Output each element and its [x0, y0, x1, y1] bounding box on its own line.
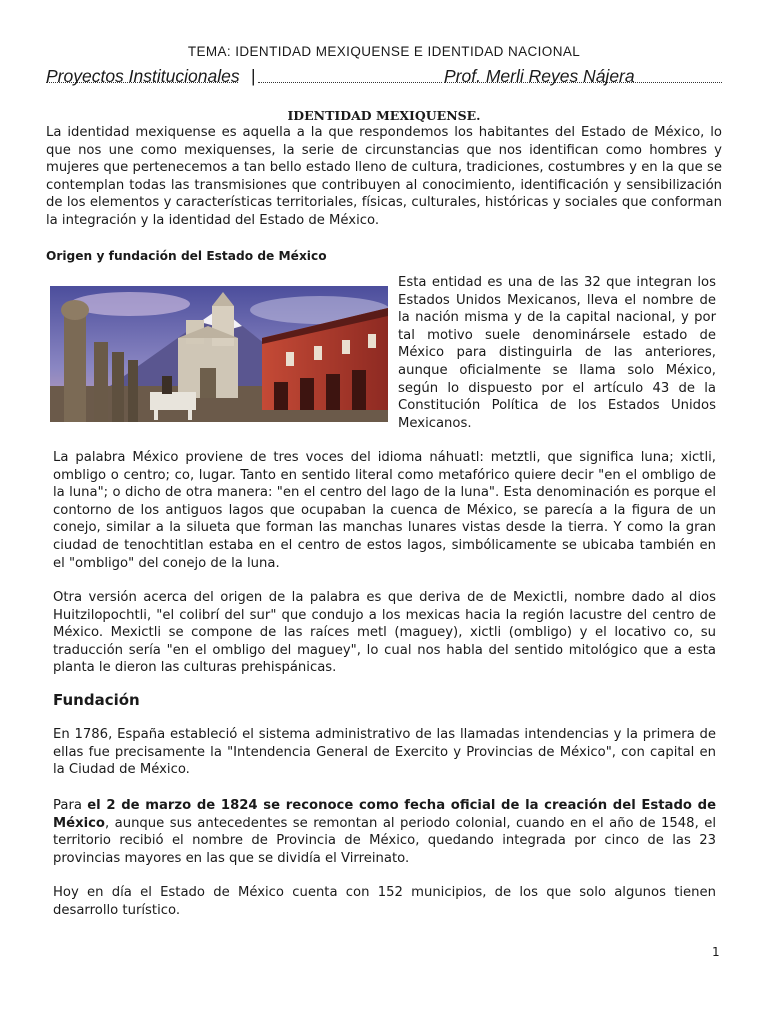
document-title: IDENTIDAD MEXIQUENSE.: [287, 108, 481, 123]
body-paragraph: Otra versión acerca del origen de la palabra es que deriva de de Mexictli, nombre dado al dios Huitzilopochtli, "el colibrí del sur" que condujo a los mexicas hacia la región lacustre del centro de México. Mexictli se compone de las raíces metl (maguey), xictli (ombligo) y el locativo co, su traducción sería "en el ombligo del maguey", lo cual nos habla del sentido mitológico que a esta planta le dieron las culturas prehispánicas.: [53, 590, 716, 676]
body-paragraph: En 1786, España estableció el sistema administrativo de las llamadas intendencias y la primera de ellas fue precisamente la "Intendencia General de Exercito y Provincias de México", con capital en la Ciudad de México.: [53, 727, 716, 778]
header-dotted-line: [258, 82, 442, 83]
header-separator: |: [251, 66, 256, 86]
header-line: [46, 66, 722, 88]
bold-date-statement: el 2 de marzo de 1824 se reconoce como fecha oficial de la creación del Estado de México: [53, 798, 717, 831]
document-topic: TEMA: IDENTIDAD MEXIQUENSE E IDENTIDAD NACIONAL: [187, 44, 581, 59]
body-paragraph-fecha: [53, 797, 716, 867]
page-number: 1: [712, 945, 720, 959]
section-heading-fundacion: Fundación: [53, 691, 140, 709]
collage-photo-icon: [50, 286, 388, 422]
aside-paragraph: Esta entidad es una de las 32 que integran los Estados Unidos Mexicanos, lleva el nombre de la nación misma y de la capital nacional, y por tal motivo suele denominársele estado de México para distinguirla de las anteriores, aunque oficialmente se llama solo México, según lo dispuesto por el artículo 43 de la Constitución Política de los Estados Unidos Mexicanos.: [398, 275, 716, 431]
body-paragraph: La palabra México proviene de tres voces del idioma náhuatl: metztli, que significa luna; xictli, ombligo o centro; co, lugar. Tanto en sentido literal como metafórico quiere decir "en el ombligo de la luna"; o dicho de otra manera: "en el centro del lago de la luna". Esta denominación es porque el contorno de los antiguos lagos que ocupaban la cuenca de México, se parecía a la figura de un conejo, similar a la silueta que forman las manchas lunares vistas desde la tierra. Y como la gran ciudad de tenochtitlan estaba en el centro de estos lagos, simbólicamente se ubicaba también en el "ombligo" del conejo de la luna.: [53, 450, 716, 571]
section-heading-origen: Origen y fundación del Estado de México: [46, 249, 327, 263]
header-left-label: Proyectos Institucionales: [46, 66, 240, 86]
lead-text: Para: [53, 798, 88, 813]
header-author: Prof. Merli Reyes Nájera: [444, 66, 635, 86]
rest-text: , aunque sus antecedentes se remontan al periodo colonial, cuando en el año de 1548, el territorio recibió el nombre de Provincia de México, quedando integrada por cinco de las 23 provincias mayores en las que se dividía el Virreinato.: [53, 815, 716, 866]
body-paragraph: Hoy en día el Estado de México cuenta con 152 municipios, de los que solo algunos tienen desarrollo turístico.: [53, 885, 716, 918]
header-dotted-line: [46, 82, 238, 83]
intro-paragraph: La identidad mexiquense es aquella a la que respondemos los habitantes del Estado de México, lo que nos une como mexiquenses, la serie de circunstancias que nos identifican como hombres y mujeres que pertenecemos a tan bello estado lleno de cultura, tradiciones, costumbres y en la que se contemplan todas las transmisiones que contribuyen al conocimiento, identificación y sensibilización de los elementos y características territoriales, físicas, culturales, históricas y sociales que conforman la integración y la identidad del Estado de México.: [46, 125, 722, 228]
